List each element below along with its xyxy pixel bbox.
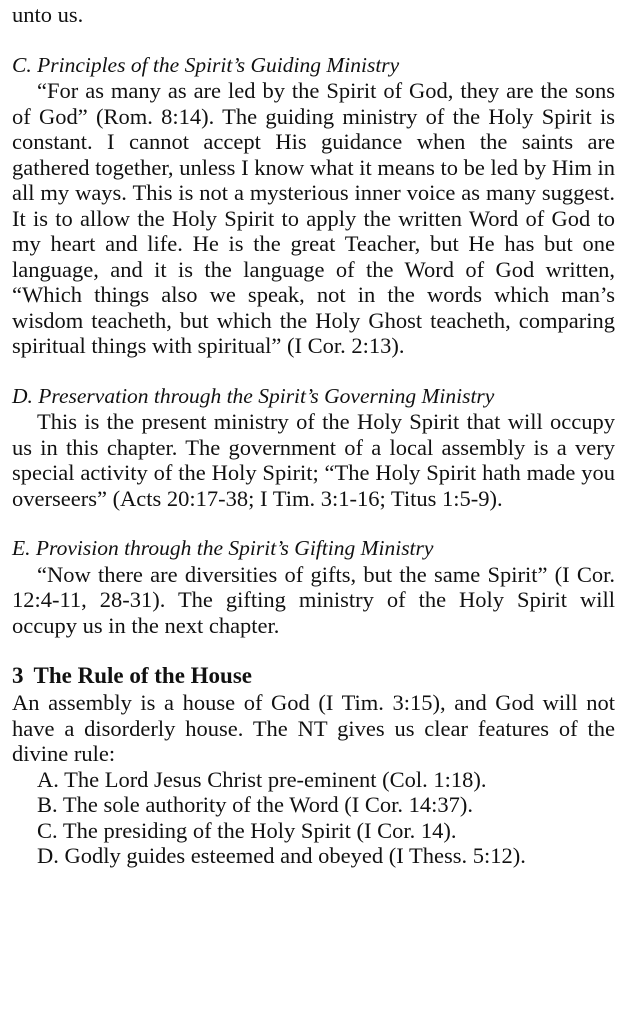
spacer [12,28,615,53]
section-title-text: The Rule of the House [33,663,252,688]
section-body: An assembly is a house of God (I Tim. 3:15), and God will not have a disorderly house. The NT gives us clear features of the divine rule: [12,690,615,766]
intro-fragment: unto us. [12,2,84,27]
section-c [12,53,615,359]
section-title [12,662,615,690]
section-body: “For as many as are led by the Spirit of God, they are the sons of God” (Rom. 8:14). The guiding ministry of the Holy Spirit is constant. I cannot accept His guidance when the saints are gathered together, unless I know what it means to be led by Him in all my ways. This is not a mysterious inner voice as many suggest. It is to allow the Holy Spirit to apply the written Word of God to my heart and life. He is the great Teacher, but He has but one language, and it is the language of the Word of God written, “Which things also we speak, not in the words which man’s wisdom teacheth, but which the Holy Ghost teacheth, comparing spiritual things with spiritual” (I Cor. 2:13). [12,78,615,358]
section-e [12,536,615,638]
section-number: 3 [12,663,24,688]
list-item: B. The sole authority of the Word (I Cor. 14:37). [37,792,474,817]
section-heading: E. Provision through the Spirit’s Gifting Ministry [12,536,434,560]
section-heading: D. Preservation through the Spirit’s Governing Ministry [12,383,495,408]
list-item: C. The presiding of the Holy Spirit (I Cor. 14). [37,817,457,843]
spacer [12,359,615,384]
section-d [12,384,615,512]
section-heading: C. Principles of the Spirit’s Guiding Ministry [12,52,400,77]
list-item: D. Godly guides esteemed and obeyed (I Thess. 5:12). [37,843,526,868]
section-body: “Now there are diversities of gifts, but the same Spirit” (I Cor. 12:4-11, 28-31). The gifting ministry of the Holy Spirit will occupy us in the next chapter. [12,561,615,638]
rule-of-the-house-section [12,662,615,869]
section-body: This is the present ministry of the Holy Spirit that will occupy us in this chapter. The government of a local assembly is a very special activity of the Holy Spirit; “The Holy Spirit hath made you overseers” (Acts 20:17-38; I Tim. 3:1-16; Titus 1:5-9). [12,409,615,511]
list-item: A. The Lord Jesus Christ pre-eminent (Col. 1:18). [37,766,487,792]
spacer [12,511,615,536]
rule-list [12,767,615,869]
spacer [12,638,615,662]
